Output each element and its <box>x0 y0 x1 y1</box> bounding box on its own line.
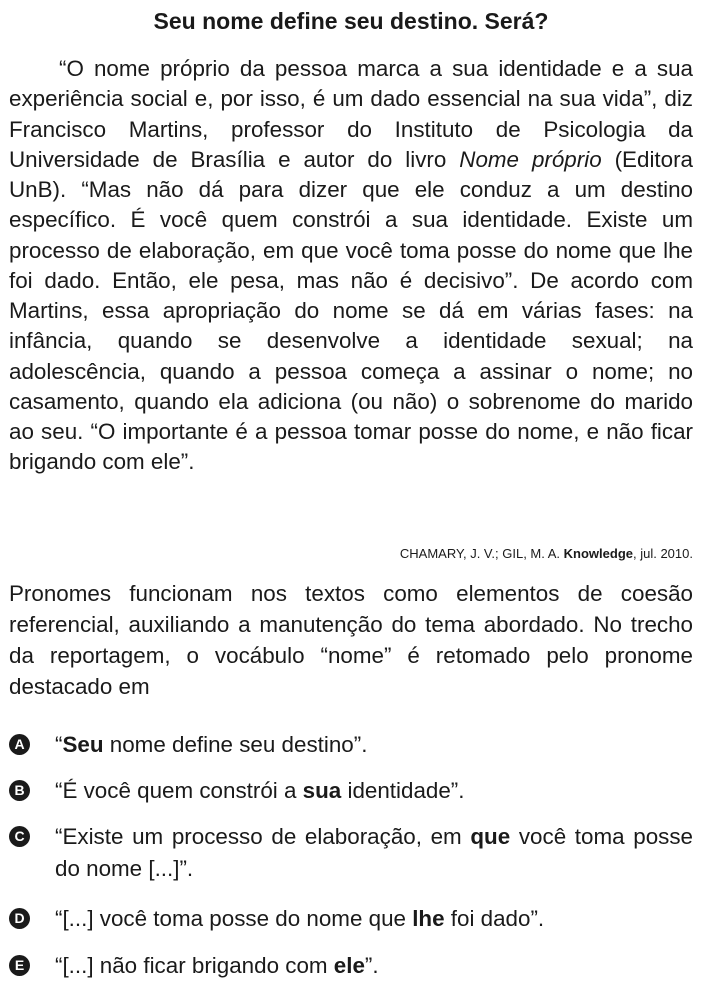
option-text-before: “Existe um processo de elaboração, em <box>55 824 471 849</box>
option-text <box>55 950 693 982</box>
option-letter-badge: E <box>9 955 30 976</box>
option-highlighted-word: que <box>470 824 511 849</box>
passage-part-2: (Editora UnB). “Mas não dá para dizer que ele conduz a um destino específico. É você quem constrói a sua identidade. Existe um processo de elaboração, em que você toma posse do nome que lhe foi dado. Então, ele pesa, mas não é decisivo”. De acordo com Martins, essa apropriação do nome se dá em várias fases: na infância, quando se desenvolve a identidade sexual; na adolescência, quando a pessoa começa a assinar o nome; no casamento, quando ela adiciona (ou não) o sobrenome do marido ao seu. “O importante é a pessoa tomar posse do nome, e não ficar brigando com ele”. <box>9 146 693 475</box>
option-text <box>55 821 693 884</box>
option-highlighted-word: ele <box>333 953 365 978</box>
source-publication: Knowledge <box>563 546 633 561</box>
option-text-after: ”. <box>364 953 379 978</box>
option-letter-badge: C <box>9 826 30 847</box>
option-text <box>55 775 693 807</box>
option-highlighted-word: Seu <box>62 732 104 757</box>
option-text-before: “[...] você toma posse do nome que <box>55 906 413 931</box>
source-authors: CHAMARY, J. V.; GIL, M. A. <box>399 546 564 561</box>
passage-part-1: “O nome próprio da pessoa marca a sua identidade e a sua experiência social e, por isso, é um dado essencial na sua vida”, diz Francisco Martins, professor do Instituto de Psicologia da Universidade de Brasília e autor do livro <box>9 56 693 172</box>
option-highlighted-word: lhe <box>412 906 445 931</box>
option-text-before: “ <box>55 732 63 757</box>
question-stem: Pronomes funcionam nos textos como elementos de coesão referencial, auxiliando a manutenção do tema abordado. No trecho da reportagem, o vocábulo “nome” é retomado pelo pronome destacado em <box>9 581 693 699</box>
option-text-after: nome define seu destino”. <box>103 732 368 757</box>
option-text-before: “[...] não ficar brigando com <box>55 953 334 978</box>
source-citation <box>400 545 693 563</box>
option-text <box>55 729 693 761</box>
source-date: , jul. 2010. <box>633 546 693 561</box>
option-text <box>55 903 693 935</box>
option-letter-badge: B <box>9 780 30 801</box>
option-text-after: você toma posse do nome [...]”. <box>55 824 693 881</box>
passage-title: Seu nome define seu destino. Será? <box>153 8 549 34</box>
option-text-before: “É você quem constrói a <box>55 778 303 803</box>
option-text-after: identidade”. <box>341 778 465 803</box>
option-letter-badge: D <box>9 908 30 929</box>
option-text-after: foi dado”. <box>444 906 545 931</box>
option-letter-badge: A <box>9 734 30 755</box>
book-title: Nome próprio <box>459 146 602 172</box>
option-highlighted-word: sua <box>302 778 342 803</box>
passage-text <box>9 54 693 478</box>
